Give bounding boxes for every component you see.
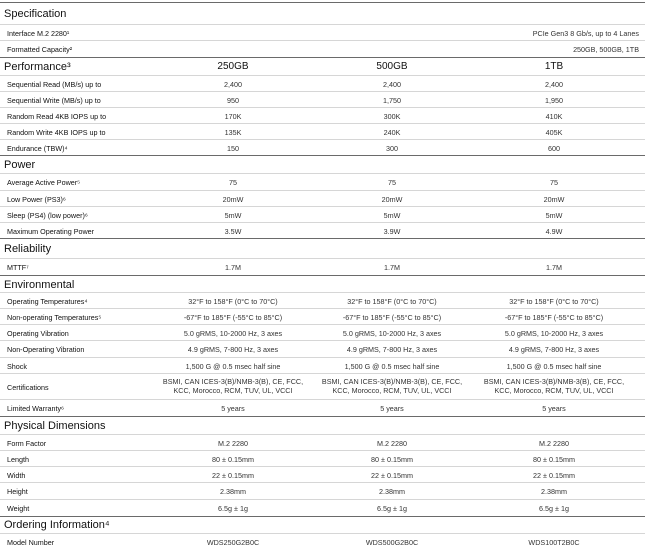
row-value: -67°F to 185°F (-55°C to 85°C) <box>342 313 442 322</box>
section-divider <box>0 57 645 58</box>
row-label: Formatted Capacity² <box>7 45 73 54</box>
row-label: Operating Vibration <box>7 329 69 338</box>
row-value: 80 ± 0.15mm <box>371 455 413 464</box>
row-label: Endurance (TBW)⁴ <box>7 144 68 153</box>
row-value <box>322 377 462 395</box>
row-value: 5mW <box>224 211 242 220</box>
row-value: 5 years <box>380 404 404 413</box>
table-row <box>0 75 645 89</box>
row-value: -67°F to 185°F (-55°C to 85°C) <box>183 313 283 322</box>
row-value: 80 ± 0.15mm <box>533 455 575 464</box>
row-value: 5mW <box>383 211 401 220</box>
row-label: MTTF⁷ <box>7 263 29 272</box>
table-row <box>0 533 645 547</box>
row-value: 150 <box>227 144 239 153</box>
row-value: 20mW <box>381 195 403 204</box>
section-divider <box>0 275 645 276</box>
row-value: PCIe Gen3 8 Gb/s, up to 4 Lanes <box>532 29 639 38</box>
row-value: M.2 2280 <box>218 439 248 448</box>
row-value: 5mW <box>545 211 563 220</box>
row-value: 300 <box>386 144 398 153</box>
row-value: -67°F to 185°F (-55°C to 85°C) <box>504 313 604 322</box>
row-label: Average Active Power⁵ <box>7 178 81 187</box>
row-value: 1,500 G @ 0.5 msec half sine <box>185 362 281 371</box>
section-title-ordering-information: Ordering Information⁴ <box>4 519 110 531</box>
row-value: 300K <box>383 112 401 121</box>
row-value: WDS100T2B0C <box>528 538 580 547</box>
row-value: 2,400 <box>224 80 242 89</box>
table-row <box>0 91 645 105</box>
row-value: M.2 2280 <box>539 439 569 448</box>
spec-row-interface <box>0 24 645 38</box>
table-row <box>0 292 645 306</box>
row-label: Non-operating Temperatures⁵ <box>7 313 102 322</box>
row-value: 250GB, 500GB, 1TB <box>573 45 639 54</box>
table-row <box>0 308 645 322</box>
row-value: 22 ± 0.15mm <box>212 471 254 480</box>
value-line: BSMI, CAN ICES-3(B)/NMB-3(B), CE, FCC, <box>162 377 304 386</box>
table-row <box>0 139 645 153</box>
row-value: 170K <box>224 112 242 121</box>
row-value: 4.9 gRMS, 7-800 Hz, 3 axes <box>508 345 600 354</box>
table-row <box>0 482 645 496</box>
row-value: 5.0 gRMS, 10-2000 Hz, 3 axes <box>504 329 604 338</box>
table-row <box>0 357 645 371</box>
column-header-250gb: 250GB <box>217 61 249 72</box>
row-value: 240K <box>383 128 401 137</box>
row-value: 410K <box>545 112 563 121</box>
row-value: WDS500G2B0C <box>365 538 419 547</box>
row-value: 2.38mm <box>541 487 567 496</box>
table-row <box>0 206 645 220</box>
row-value: 1,500 G @ 0.5 msec half sine <box>344 362 440 371</box>
row-value: 4.9 gRMS, 7-800 Hz, 3 axes <box>346 345 438 354</box>
row-value: 32°F to 158°F (0°C to 70°C) <box>509 297 599 306</box>
row-value: 2.38mm <box>220 487 246 496</box>
table-row <box>0 107 645 121</box>
row-value: 32°F to 158°F (0°C to 70°C) <box>188 297 278 306</box>
value-line: BSMI, CAN ICES-3(B)/NMB-3(B), CE, FCC, <box>483 377 625 386</box>
row-value: 6.5g ± 1g <box>539 504 569 513</box>
table-row <box>0 173 645 187</box>
table-row <box>0 324 645 338</box>
section-divider <box>0 516 645 517</box>
row-label: Interface M.2 2280¹ <box>7 29 70 38</box>
row-value: M.2 2280 <box>377 439 407 448</box>
section-title-power: Power <box>4 159 36 171</box>
column-header-500gb: 500GB <box>376 61 408 72</box>
row-value: 2,400 <box>383 80 401 89</box>
row-value: 2.38mm <box>379 487 405 496</box>
row-label: Height <box>7 487 28 496</box>
row-value: 5.0 gRMS, 10-2000 Hz, 3 axes <box>183 329 283 338</box>
row-value: 5.0 gRMS, 10-2000 Hz, 3 axes <box>342 329 442 338</box>
section-divider <box>0 155 645 156</box>
spec-row-capacity <box>0 40 645 54</box>
row-label: Non-Operating Vibration <box>7 345 85 354</box>
section-title-environmental: Environmental <box>4 279 75 291</box>
table-row <box>0 190 645 204</box>
column-header-1tb: 1TB <box>544 61 564 72</box>
row-label: Sleep (PS4) (low power)⁶ <box>7 211 88 220</box>
row-value: 4.9W <box>545 227 563 236</box>
row-value: 32°F to 158°F (0°C to 70°C) <box>347 297 437 306</box>
section-title-specification: Specification <box>4 8 67 20</box>
row-value: 405K <box>545 128 563 137</box>
table-row <box>0 434 645 448</box>
table-row <box>0 466 645 480</box>
table-row <box>0 499 645 513</box>
section-title-physical-dimensions: Physical Dimensions <box>4 420 106 432</box>
row-value: 1.7M <box>384 263 400 272</box>
row-value: 22 ± 0.15mm <box>371 471 413 480</box>
value-line: KCC, Morocco, RCM, TUV, UL, VCCI <box>173 386 293 395</box>
row-value: 75 <box>229 178 237 187</box>
row-label: Sequential Write (MB/s) up to <box>7 96 101 105</box>
value-line: BSMI, CAN ICES-3(B)/NMB-3(B), CE, FCC, <box>321 377 463 386</box>
row-value: 75 <box>388 178 396 187</box>
row-label: Length <box>7 455 29 464</box>
row-value: 1,500 G @ 0.5 msec half sine <box>506 362 602 371</box>
row-value: 20mW <box>222 195 244 204</box>
table-row <box>0 258 645 272</box>
row-value: 6.5g ± 1g <box>218 504 248 513</box>
row-label: Shock <box>7 362 27 371</box>
table-row <box>0 450 645 464</box>
row-label: Weight <box>7 504 30 513</box>
section-divider <box>0 238 645 239</box>
row-value: 600 <box>548 144 560 153</box>
row-value: 3.9W <box>383 227 401 236</box>
row-value: WDS250G2B0C <box>206 538 260 547</box>
section-title-reliability: Reliability <box>4 243 52 255</box>
section-divider <box>0 2 645 3</box>
table-row <box>0 399 645 413</box>
table-row <box>0 340 645 354</box>
row-value: 1,750 <box>383 96 401 105</box>
table-row <box>0 222 645 236</box>
row-label: Form Factor <box>7 439 47 448</box>
table-row <box>0 123 645 137</box>
row-label: Random Read 4KB IOPS up to <box>7 112 107 121</box>
value-line: KCC, Morocco, RCM, TUV, UL, VCCI <box>494 386 614 395</box>
row-value: 950 <box>227 96 239 105</box>
row-value: 5 years <box>221 404 245 413</box>
row-value: 2,400 <box>545 80 563 89</box>
row-label: Operating Temperatures⁴ <box>7 297 88 306</box>
row-value: 22 ± 0.15mm <box>533 471 575 480</box>
row-label: Maximum Operating Power <box>7 227 95 236</box>
row-value <box>163 377 303 395</box>
section-divider <box>0 416 645 417</box>
row-value: 80 ± 0.15mm <box>212 455 254 464</box>
row-label: Low Power (PS3)⁶ <box>7 195 66 204</box>
row-value: 20mW <box>543 195 565 204</box>
row-value: 1.7M <box>225 263 241 272</box>
row-label: Width <box>7 471 26 480</box>
row-value <box>484 377 624 395</box>
row-label: Random Write 4KB IOPS up to <box>7 128 106 137</box>
row-value: 1.7M <box>546 263 562 272</box>
row-label: Model Number <box>7 538 55 547</box>
row-value: 135K <box>224 128 242 137</box>
value-line: KCC, Morocco, RCM, TUV, UL, VCCI <box>332 386 452 395</box>
row-label: Sequential Read (MB/s) up to <box>7 80 102 89</box>
row-value: 5 years <box>542 404 566 413</box>
row-value: 4.9 gRMS, 7-800 Hz, 3 axes <box>187 345 279 354</box>
row-value: 75 <box>550 178 558 187</box>
row-value: 3.5W <box>224 227 242 236</box>
row-label: Certifications <box>7 383 49 392</box>
table-row <box>0 373 645 395</box>
row-value: 6.5g ± 1g <box>377 504 407 513</box>
row-label: Limited Warranty⁶ <box>7 404 65 413</box>
row-value: 1,950 <box>545 96 563 105</box>
section-title-performance: Performance³ <box>4 61 71 73</box>
